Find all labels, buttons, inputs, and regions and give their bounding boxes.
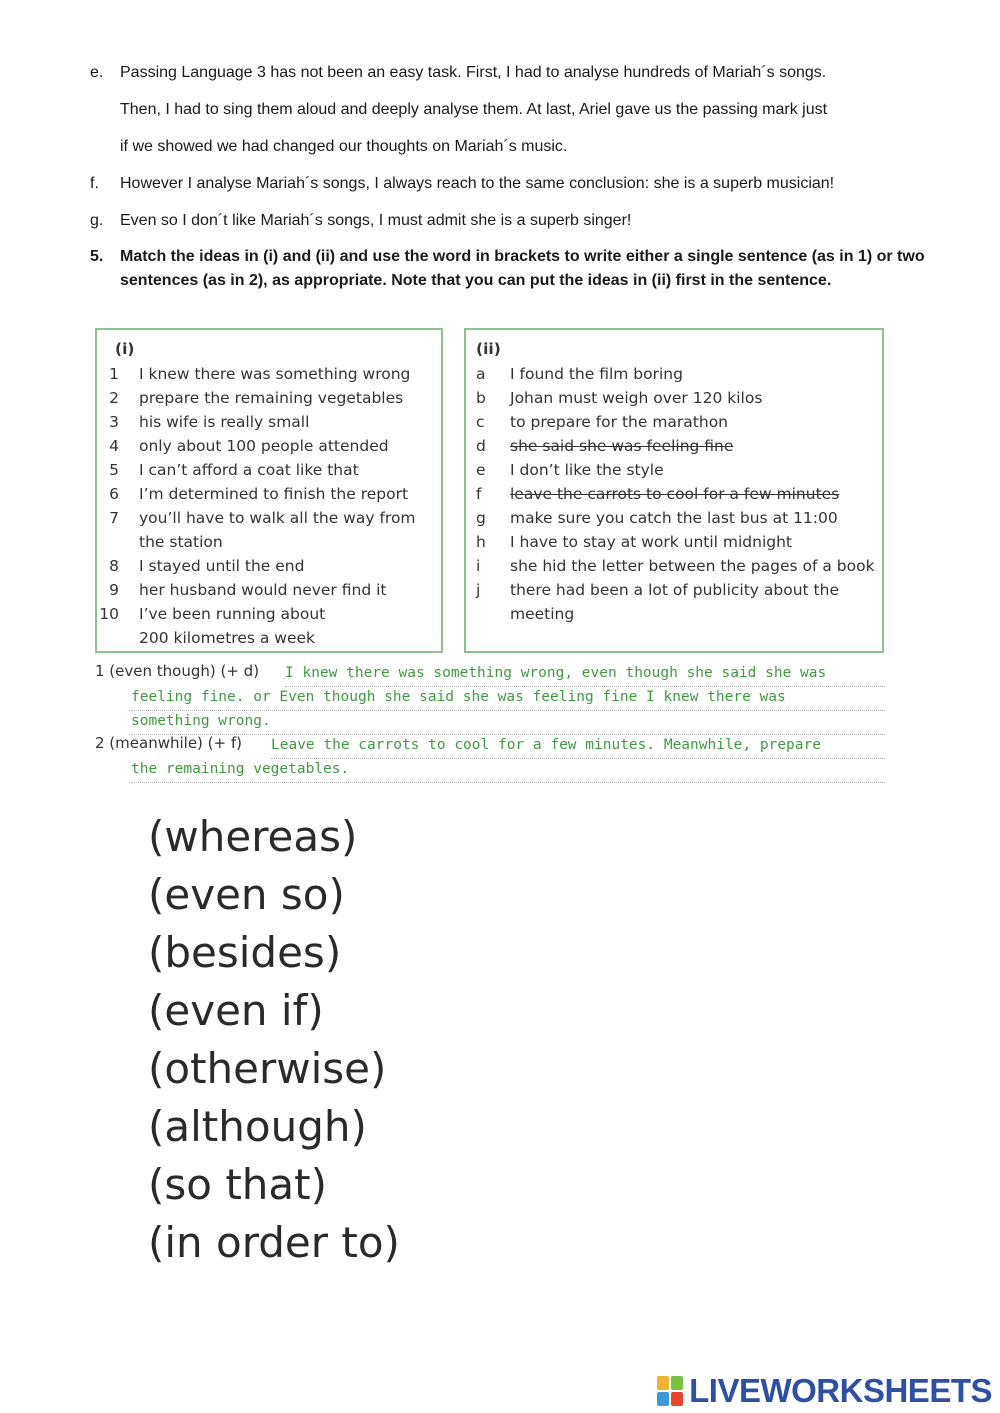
- row-text: I’ve been running about: [139, 605, 326, 623]
- row-key: 6: [109, 485, 119, 503]
- prompt-word: (even if): [148, 986, 324, 1035]
- list-text: [120, 202, 950, 239]
- row-key: 2: [109, 389, 119, 407]
- row-key: e: [476, 461, 486, 479]
- logo-square: [657, 1376, 669, 1390]
- handwritten-line: something wrong.: [131, 710, 885, 735]
- liveworksheets-icon: [657, 1376, 683, 1406]
- box-heading: (i): [115, 340, 135, 358]
- list-item-e: [90, 54, 950, 165]
- answer-label: 1 (even though) (+ d): [95, 662, 260, 680]
- row-text: she hid the letter between the pages of a book: [510, 557, 875, 575]
- row-key: d: [476, 437, 486, 455]
- prompt-word: (so that): [148, 1160, 327, 1209]
- row-key: 4: [109, 437, 119, 455]
- prompt-word: (otherwise): [148, 1044, 387, 1093]
- text-line: However I analyse Mariah´s songs, I always reach to the same conclusion: she is a superb musician!: [120, 175, 835, 192]
- row-key: j: [476, 581, 481, 599]
- task-text: Match the ideas in (i) and (ii) and use the word in brackets to write either a single sentence (as in 1) or two sentences (as in 2), as appropriate. Note that you can put the ideas in (ii) first in the sentence.: [120, 248, 925, 289]
- list-text: [120, 54, 950, 165]
- list-item-f: [90, 165, 950, 202]
- row-text: I can’t afford a coat like that: [139, 461, 359, 479]
- text-line: Then, I had to sing them aloud and deeply analyse them. At last, Ariel gave us the passing mark just: [120, 101, 828, 118]
- row-key: 3: [109, 413, 119, 431]
- handwritten-line: Leave the carrots to cool for a few minutes. Meanwhile, prepare: [271, 734, 885, 759]
- liveworksheets-logo[interactable]: [657, 1373, 992, 1409]
- task-number: 5.: [90, 248, 104, 265]
- row-text: I knew there was something wrong: [139, 365, 411, 383]
- list-letter: e.: [90, 64, 104, 81]
- prompt-word: (whereas): [148, 812, 358, 861]
- row-text: to prepare for the marathon: [510, 413, 729, 431]
- handwritten-line: the remaining vegetables.: [131, 758, 885, 783]
- text-line: Passing Language 3 has not been an easy task. First, I had to analyse hundreds of Mariah´s songs.: [120, 64, 827, 81]
- row-key: 8: [109, 557, 119, 575]
- handwritten-line: feeling fine. or Even though she said she was feeling fine I knew there was: [131, 686, 885, 711]
- row-key: b: [476, 389, 486, 407]
- row-text: Johan must weigh over 120 kilos: [510, 389, 763, 407]
- logo-square: [671, 1376, 683, 1390]
- prompt-word: (besides): [148, 928, 342, 977]
- ideas-box-i: [95, 328, 443, 653]
- list-letter: g.: [90, 212, 104, 229]
- row-key: a: [476, 365, 486, 383]
- prompt-word: (in order to): [148, 1218, 400, 1267]
- list-letter: f.: [90, 175, 99, 192]
- ideas-box-ii: [464, 328, 884, 653]
- box-heading: (ii): [476, 340, 501, 358]
- text-line: if we showed we had changed our thoughts on Mariah´s music.: [120, 138, 568, 155]
- row-key: g: [476, 509, 486, 527]
- row-key: i: [476, 557, 481, 575]
- prompt-word: (although): [148, 1102, 367, 1151]
- row-text: I stayed until the end: [139, 557, 305, 575]
- row-key: f: [476, 485, 482, 503]
- answer-label: 2 (meanwhile) (+ f): [95, 734, 242, 752]
- example-answer-2: [95, 734, 885, 782]
- list-text: [120, 165, 950, 202]
- logo-square: [671, 1392, 683, 1406]
- row-key: 5: [109, 461, 119, 479]
- list-item-g: [90, 202, 950, 239]
- row-text: you’ll have to walk all the way from: [139, 509, 416, 527]
- row-text: I found the film boring: [510, 365, 683, 383]
- row-text: I’m determined to finish the report: [139, 485, 409, 503]
- row-text: make sure you catch the last bus at 11:00: [510, 509, 838, 527]
- row-text: the station: [139, 533, 223, 551]
- row-text: meeting: [510, 605, 575, 623]
- row-key: c: [476, 413, 485, 431]
- row-text: I have to stay at work until midnight: [510, 533, 793, 551]
- row-text: only about 100 people attended: [139, 437, 389, 455]
- logo-square: [657, 1392, 669, 1406]
- row-text-struck: she said she was feeling fine: [510, 437, 734, 455]
- row-text: there had been a lot of publicity about the: [510, 581, 839, 599]
- row-text: I don’t like the style: [510, 461, 664, 479]
- row-text: her husband would never find it: [139, 581, 387, 599]
- handwritten-line: I knew there was something wrong, even though she said she was: [285, 662, 885, 687]
- row-key: 9: [109, 581, 119, 599]
- prompt-word: (even so): [148, 870, 345, 919]
- row-text: his wife is really small: [139, 413, 310, 431]
- row-text: 200 kilometres a week: [139, 629, 316, 647]
- logo-text: LIVEWORKSHEETS: [689, 1372, 992, 1409]
- row-key: 10: [99, 605, 119, 623]
- row-text-struck: leave the carrots to cool for a few minutes: [510, 485, 840, 503]
- row-key: 1: [109, 365, 119, 383]
- row-text: prepare the remaining vegetables: [139, 389, 404, 407]
- text-line: Even so I don´t like Mariah´s songs, I must admit she is a superb singer!: [120, 212, 632, 229]
- row-key: h: [476, 533, 486, 551]
- row-key: 7: [109, 509, 119, 527]
- example-answer-1: [95, 662, 885, 734]
